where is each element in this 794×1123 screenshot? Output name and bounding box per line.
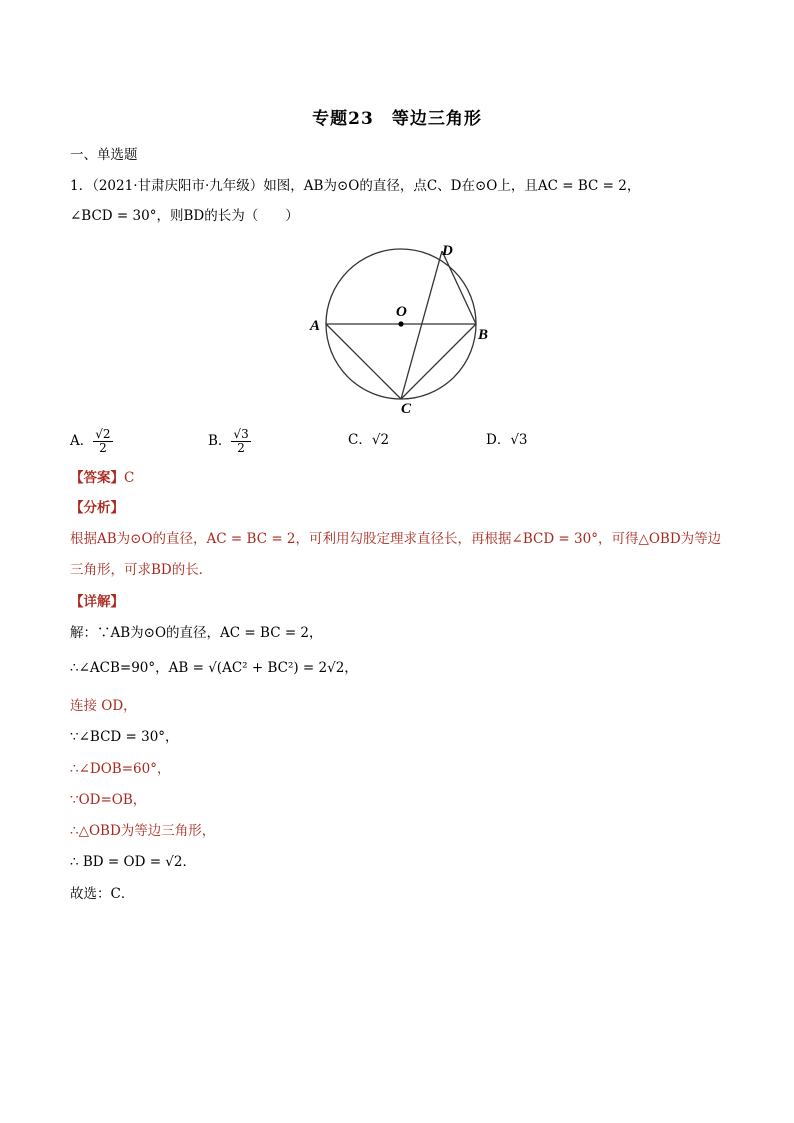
segment-bc [401, 324, 476, 399]
option-c-letter: C． [348, 432, 372, 448]
analysis-line-2: 三角形，可求BD的长． [70, 562, 213, 578]
label-c: C [401, 401, 412, 417]
detail-line-9: 故选：C． [70, 886, 135, 902]
detail-line-2: ∴∠ACB=90°，AB = √(AC² + BC²) = 2√2， [70, 660, 358, 676]
option-a [70, 423, 113, 459]
segment-ac [326, 324, 401, 399]
segment-bd [442, 251, 476, 324]
detail-line-8: ∴ BD = OD = √2． [70, 854, 196, 870]
option-b [208, 423, 251, 459]
answer-label: 【答案】 [70, 470, 124, 486]
question-line-2: ∠BCD = 30°，则BD的长为（ ） [70, 208, 299, 224]
option-d-value: √3 [510, 432, 528, 448]
option-b-letter: B． [208, 433, 232, 449]
page-title: 专题23 等边三角形 [312, 109, 482, 129]
section-heading: 一、单选题 [70, 147, 138, 163]
option-a-fraction [93, 428, 112, 455]
detail-line-7: ∴△OBD为等边三角形， [70, 823, 216, 839]
detail-line-4: ∵∠BCD = 30°， [70, 729, 179, 745]
detail-line-3: 连接 OD， [70, 698, 137, 714]
center-point [398, 321, 403, 326]
circle-figure [300, 232, 510, 422]
detail-line-1: 解：∵AB为⊙O的直径，AC = BC = 2， [70, 625, 323, 641]
option-d [486, 430, 528, 450]
option-b-numerator: √3 [233, 426, 249, 441]
answer-value: C [124, 470, 135, 486]
analysis-line-1: 根据AB为⊙O的直径，AC = BC = 2，可利用勾股定理求直径长，再根据∠BCD = 30°，可得△OBD为等边 [70, 531, 722, 547]
option-d-letter: D． [486, 432, 511, 448]
option-a-denominator: 2 [99, 440, 107, 455]
option-a-numerator: √2 [95, 426, 111, 441]
option-a-letter: A． [70, 433, 94, 449]
detail-line-5: ∴∠DOB=60°， [70, 761, 171, 777]
option-b-denominator: 2 [237, 440, 245, 455]
option-c [348, 430, 389, 450]
label-b: B [478, 327, 489, 343]
label-d: D [442, 243, 453, 259]
question-line-1: 1．（2021·甘肃庆阳市·九年级）如图，AB为⊙O的直径，点C、D在⊙O上，且AC = BC = 2， [70, 178, 641, 194]
detail-line-6: ∵OD=OB， [70, 792, 147, 808]
analysis-label: 【分析】 [70, 500, 124, 516]
label-o: O [396, 304, 407, 320]
label-a: A [310, 318, 321, 334]
segment-cd [401, 251, 442, 399]
answer-row [70, 468, 134, 488]
option-b-fraction [231, 428, 250, 455]
detail-label: 【详解】 [70, 594, 124, 610]
option-c-value: √2 [371, 432, 390, 448]
